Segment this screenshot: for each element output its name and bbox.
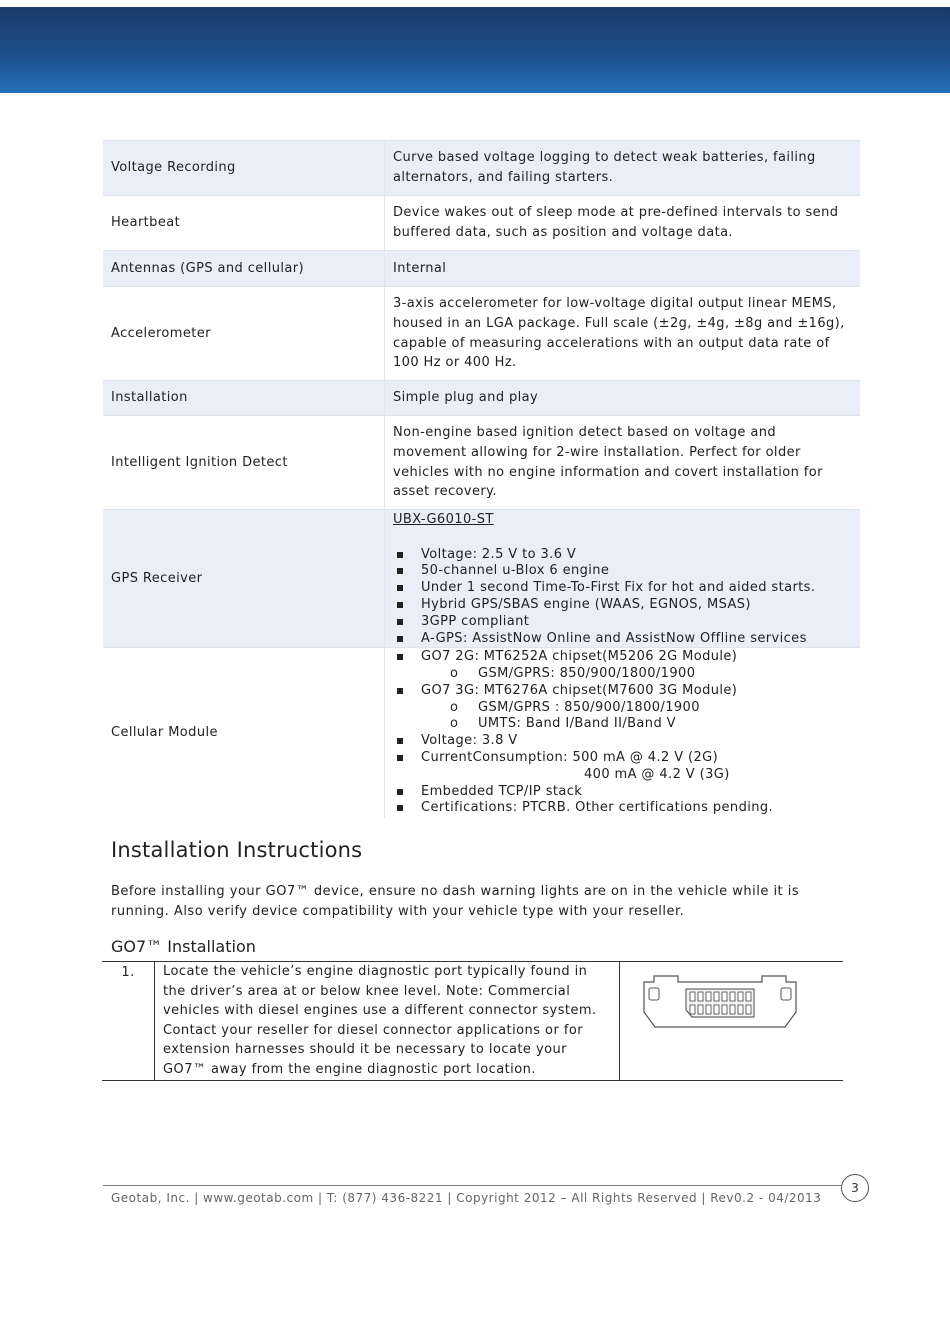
gps-model: UBX-G6010-ST — [393, 512, 494, 527]
spec-table — [103, 140, 860, 818]
list-item: Embedded TCP/IP stack — [393, 784, 852, 801]
spec-row-voltage-recording — [103, 141, 860, 196]
spec-value — [385, 510, 861, 648]
install-subtitle: GO7™ Installation — [111, 937, 256, 956]
table-row — [102, 962, 843, 1081]
spec-row-cellular — [103, 648, 860, 818]
cellular-feature-list — [393, 784, 852, 818]
spec-value — [385, 648, 861, 818]
list-item: o UMTS: Band I/Band II/Band V — [393, 716, 852, 733]
spec-row-accelerometer — [103, 287, 860, 381]
install-intro: Before installing your GO7™ device, ensure no dash warning lights are on in the vehicle while it is running. Also verify device compatibility with your vehicle type with your reseller. — [111, 884, 800, 919]
obd-connector-icon — [640, 972, 800, 1040]
spec-label: Cellular Module — [111, 725, 218, 741]
list-item: CurrentConsumption: 500 mA @ 4.2 V (2G) — [393, 750, 852, 767]
cellular-feature-list — [393, 649, 852, 666]
cellular-feature-list — [393, 733, 852, 767]
cellular-3g-sublist — [393, 700, 852, 734]
list-item: Under 1 second Time-To-First Fix for hot and aided starts. — [393, 580, 852, 597]
footer-text: Geotab, Inc. | www.geotab.com | T: (877) 436-8221 | Copyright 2012 – All Rights Reserved | Rev0.2 - 04/2013 — [111, 1191, 822, 1205]
spec-label: Installation — [103, 381, 385, 416]
list-item: o GSM/GPRS : 850/900/1800/1900 — [393, 700, 852, 717]
list-item: Voltage: 3.8 V — [393, 733, 852, 750]
spec-value: Internal — [385, 251, 861, 287]
step-number: 1. — [102, 962, 155, 1081]
list-item: Hybrid GPS/SBAS engine (WAAS, EGNOS, MSAS) — [393, 597, 852, 614]
spec-value: Non-engine based ignition detect based on voltage and movement allowing for 2-wire installation. Perfect for older vehicles with no engine information and covert installation for asset recovery. — [385, 416, 861, 510]
obd-port-image — [620, 962, 844, 1081]
spec-label: Heartbeat — [111, 215, 181, 231]
spec-value: Simple plug and play — [385, 381, 861, 416]
spec-value: Curve based voltage logging to detect weak batteries, failing alternators, and failing starters. — [385, 141, 861, 196]
spec-label: Accelerometer — [111, 325, 211, 341]
spec-label: Antennas (GPS and cellular) — [103, 251, 385, 287]
spec-row-gps — [103, 510, 860, 648]
spec-value: 3-axis accelerometer for low-voltage digital output linear MEMS, housed in an LGA package. Full scale (±2g, ±4g, ±8g and ±16g), capable of measuring accelerations with an output data rate of 100 Hz or 400 Hz. — [385, 287, 861, 381]
spec-row-heartbeat — [103, 196, 860, 251]
spec-row-installation — [103, 381, 860, 416]
spec-value: Device wakes out of sleep mode at pre-defined intervals to send buffered data, such as position and voltage data. — [385, 196, 861, 251]
gps-feature-list — [393, 547, 852, 648]
list-item: GO7 2G: MT6252A chipset(M5206 2G Module) — [393, 649, 852, 666]
list-item: GO7 3G: MT6276A chipset(M7600 3G Module) — [393, 683, 852, 700]
header-band — [0, 7, 950, 93]
cellular-2g-sublist — [393, 666, 852, 683]
consumption-3g: 400 mA @ 4.2 V (3G) — [584, 766, 730, 782]
spec-label: GPS Receiver — [103, 510, 385, 648]
list-item: Certifications: PTCRB. Other certifications pending. — [393, 800, 852, 817]
cellular-feature-list — [393, 683, 852, 700]
list-item: o GSM/GPRS: 850/900/1800/1900 — [393, 666, 852, 683]
spec-row-antennas — [103, 251, 860, 287]
spec-row-ignition — [103, 416, 860, 510]
list-item: 3GPP compliant — [393, 614, 852, 631]
step-text: Locate the vehicle’s engine diagnostic port typically found in the driver’s area at or below knee level. Note: Commercial vehicles with diesel engines use a different connector system. Contact your reseller for diesel connector applications or for extension harnesses should it be necessary to locate your GO7™ away from the engine diagnostic port location. — [155, 962, 620, 1081]
list-item: 50-channel u-Blox 6 engine — [393, 563, 852, 580]
page-number: 3 — [841, 1174, 869, 1202]
section-title: Installation Instructions — [111, 838, 363, 862]
footer-divider — [103, 1185, 841, 1186]
list-item: Voltage: 2.5 V to 3.6 V — [393, 547, 852, 564]
list-item: A-GPS: AssistNow Online and AssistNow Offline services — [393, 631, 852, 648]
install-steps-table — [102, 961, 843, 1081]
spec-label: Intelligent Ignition Detect — [111, 454, 288, 470]
spec-label: Voltage Recording — [103, 141, 385, 196]
